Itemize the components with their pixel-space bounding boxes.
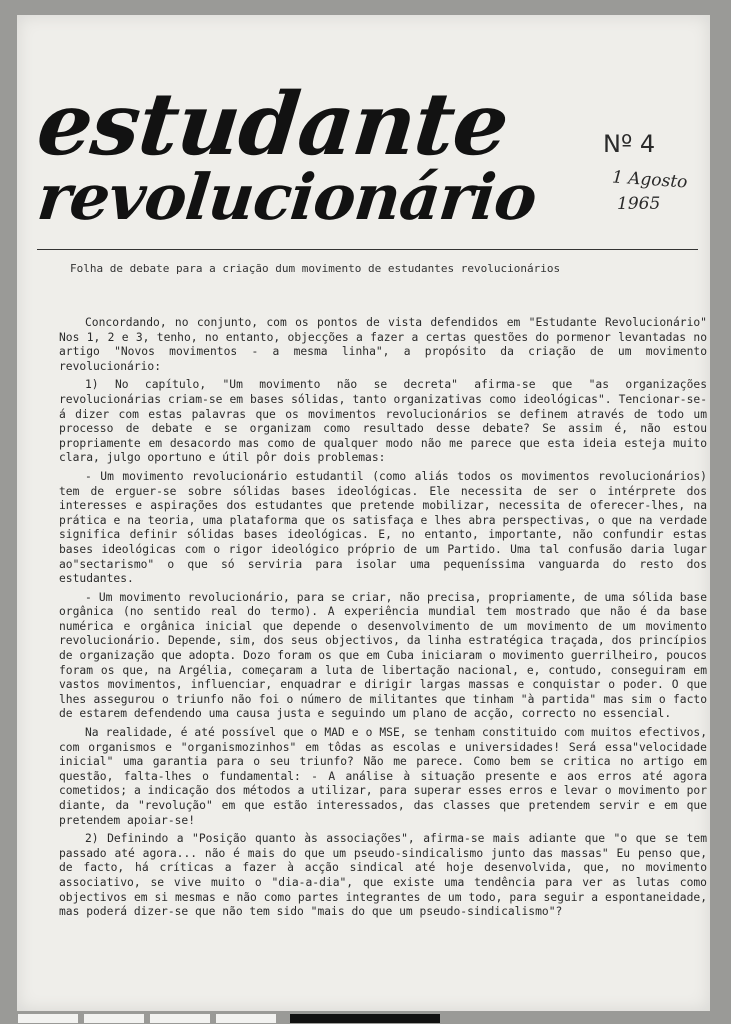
masthead-title-line2: revolucionário: [34, 160, 540, 234]
header-rule: [37, 249, 698, 250]
issue-date-year: 1965: [617, 194, 661, 214]
masthead-title-line1: estudante: [32, 74, 513, 175]
paragraph-mad-mse: Na realidade, é até possível que o MAD e o MSE, se tenham constituido com muitos efectivos, com organismos e "organismozinhos" em tôdas as escolas e universidades! Será essa"velocidade inicial" uma garantia para o seu triunfo? Não me parece. Como bem se critica no artigo em questão, falta-lhes o fundamental: - A análise à situação presente e aos erros até agora cometidos; a indicação dos métodos a utilizar, para superar esses erros e levar o movimento por diante, da "revolução" em que estão interessados, das classes que pretendem servir e em que pretendem apoiar-se!: [59, 726, 707, 827]
paragraph-point-1: 1) No capítulo, "Um movimento não se decreta" afirma-se que "as organizações revolucionárias criam-se em bases sólidas, tanto organizativas como ideológicas". Tencionar-se-á dizer com estas palavras que os movimentos revolucionários se definem através de todo um processo de debate e se organizam como resultado desse debate? Se assim é, não estou propriamente em desacordo mas como de qualquer modo não me parece que esta ideia esteja muito clara, julgo oportuno e útil pôr dois problemas:: [59, 378, 707, 465]
subtitle: Folha de debate para a criação dum movimento de estudantes revolucionários: [70, 262, 561, 275]
calibration-bar: [216, 1014, 276, 1023]
calibration-bar: [150, 1014, 210, 1023]
masthead: [32, 74, 558, 242]
calibration-bar: [290, 1014, 440, 1023]
scan-calibration-strip: [0, 1011, 731, 1024]
paragraph-organic-base: - Um movimento revolucionário, para se criar, não precisa, propriamente, de uma sólida base orgânica (no sentido real do termo). A experiência mundial tem mostrado que não é da base numérica e orgânica inicial que depende o desenvolvimento de um movimento de um movimento revolucionário. Depende, sim, dos seus objectivos, da linha estratégica traçada, dos princípios de organização que adopta. Dozo foram os que em Cuba iniciaram o movimento guerrilheiro, poucos foram os que, na Argélia, começaram a luta de libertação nacional, e, contudo, conseguiram em vastos movimentos, influenciar, enquadrar e dirigir largas massas e conquistar o poder. O que lhes assegurou o triunfo não foi o número de militantes que tinham "à partida" mas sim o facto de estarem defendendo uma causa justa e seguindo um plano de acção, correcto no essencial.: [59, 590, 707, 721]
paragraph-point-2: 2) Definindo a "Posição quanto às associações", afirma-se mais adiante que "o que se tem passado até agora... não é mais do que um pseudo-sindicalismo junto das massas" Eu penso que, de facto, há críticas a fazer à acção sindical até hoje desenvolvida, que, no movimento associativo, se vive muito o "dia-a-dia", que existe uma tendência para ver as lutas como objectivos em si mesmas e não como partes integrantes de um todo, para seguir a espontaneidade, mas poderá dizer-se que não tem sido "mais do que um pseudo-sindicalismo"?: [59, 832, 707, 919]
calibration-bar: [18, 1014, 78, 1023]
paragraph-intro: Concordando, no conjunto, com os pontos de vista defendidos em "Estudante Revolucionário" Nos 1, 2 e 3, tenho, no entanto, objecções a fazer a certas questões do pormenor levantadas no artigo "Novos movimentos - a mesma linha", a propósito da criação de um movimento revolucionário:: [59, 316, 707, 373]
paragraph-ideological-bases: - Um movimento revolucionário estudantil (como aliás todos os movimentos revolucionários) tem de erguer-se sobre sólidas bases ideológicas. Ele necessita de ser o intérprete dos interesses e aspirações dos estudantes que pretende mobilizar, necessita de oferecer-lhes, na prática e na teoria, uma plataforma que os satisfaça e lhes abra perspectivas, o que na verdade significa definir sólidas bases ideológicas. E, no entanto, importante, não confundir estas bases ideológicas com o rigor ideológico próprio de um Partido. Uma tal confusão daria lugar ao"sectarismo" o que só serviria para isolar uma pequeníssima vanguarda do resto dos estudantes.: [59, 469, 707, 586]
article-body: [59, 316, 707, 924]
issue-date-day-month: 1 Agosto: [611, 167, 689, 193]
issue-number: Nº 4: [603, 130, 656, 158]
calibration-bar: [84, 1014, 144, 1023]
